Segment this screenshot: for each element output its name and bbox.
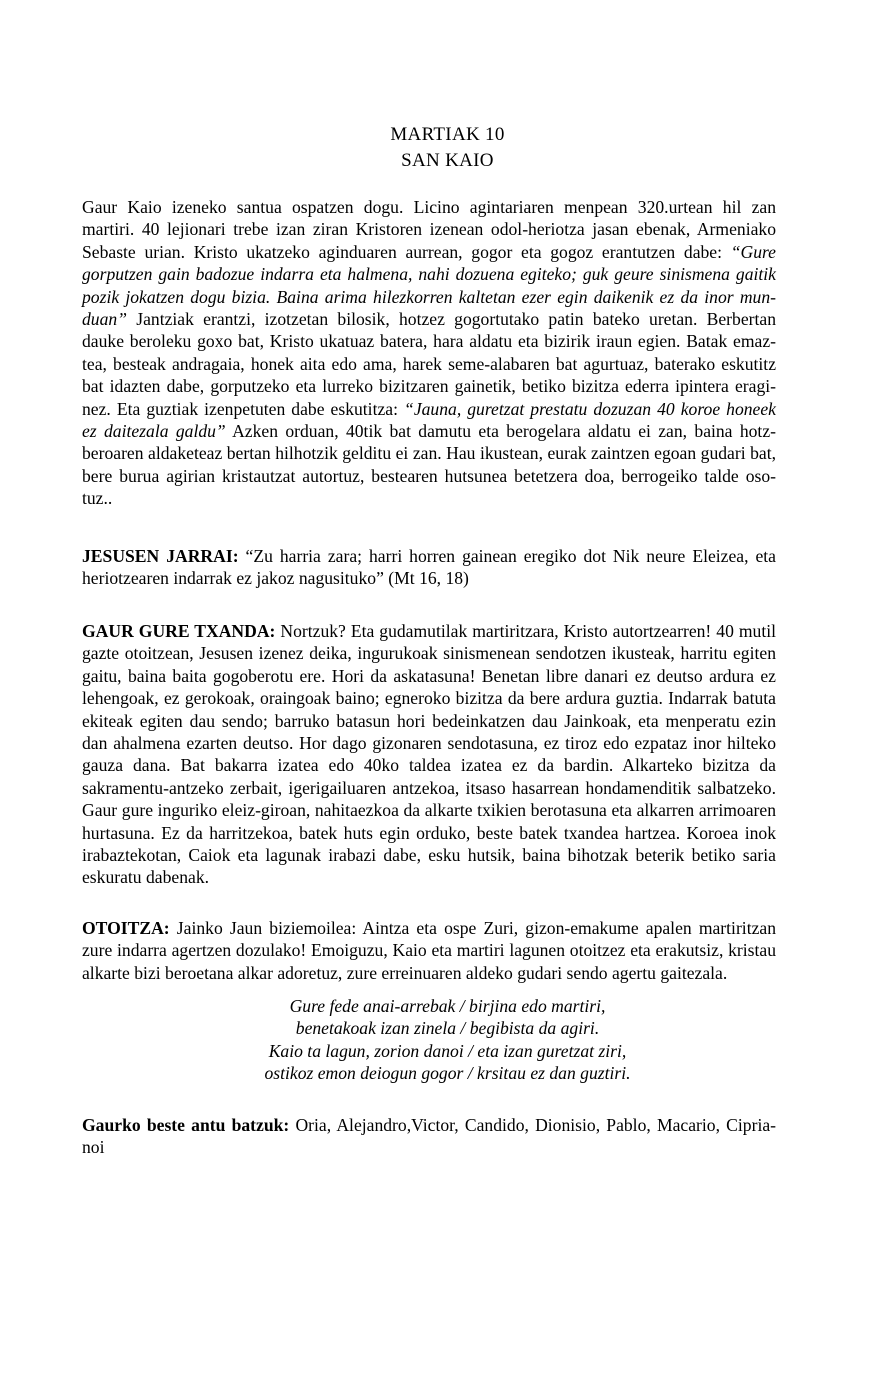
paragraph-line: gaitu, baina baita gogoberotu ere. Hori da askatasuna! Benetan libre danari ez deutso ardura ez [82,665,776,686]
paragraph-line: gorputzen gain badozue indarra eta halmena, nahi dozuena egiteko; guk geure sinismena gaitik [82,264,776,285]
beste-paragraph [82,1114,776,1159]
paragraph-line [82,286,776,308]
paragraph-line: hurtasuna. Ez da harritzekoa, batek huts egin orduko, beste batek txandea hartzea. Koroea inok [82,822,776,843]
paragraph-line [82,917,776,939]
page-subtitle: SAN KAIO [401,150,494,171]
paragraph-line: gauza dana. Bat bakarra izatea edo 40ko taldea izatea ez da bardin. Alkarteko bizitza da [82,755,776,776]
paragraph-line: irabaztekotan, Caiok eta lagunak irabazi dabe, esku hutsik, baina bihotzak beterik betiko saria [82,845,776,866]
section-label: JESUSEN JARRAI: [82,546,239,566]
quote-segment: Baina arima hilezkorren kaltetan ezer egin daikenik ez da inor mun- [276,286,776,307]
txanda-paragraph [82,620,776,889]
prayer-verse [0,995,895,1085]
paragraph-line [82,545,776,567]
paragraph-line: tea, besteak andragaia, honek aita edo ama, harek seme-alabaren bat agurtuaz, baterako eskutitz [82,353,776,374]
text-segment: Sebaste urian. Kristo ukatzeko aginduaren aurrean, gogor eta gogoz erantutzen dabe: [82,241,722,262]
text-segment: Nortzuk? Eta gudamutilak martiritzara, Kristo autortzearren! 40 mutil [275,621,776,641]
paragraph-line: sakramentu-antzeko zerbait, igerigailuaren antzekoa, itsaso hasarrean hondamenditik salbatzeko. [82,777,776,798]
section-label: GAUR GURE TXANDA: [82,621,276,641]
paragraph-line: tuz.. [82,488,113,509]
paragraph-line: beroaren aldaketeaz bertan hilhotzik gelditu ei zan. Hau ikustean, eurak zaintzen egoan gudari bat, [82,443,776,464]
section-label: Gaurko beste antu batzuk: [82,1115,290,1135]
paragraph-line: gazte otoitzean, Jesusen izenez deika, ingurukoak sinismenean sendotzen ikusteak, harritu egiten [82,643,776,664]
quote-segment: pozik jokatzen dogu bizia. [82,286,271,307]
text-segment: Jainko Jaun biziemoilea: Aintza eta ospe Zuri, gizon-emakume apalen martiritzan [169,918,776,938]
paragraph-line: dan ahalmena ezarten deutso. Hor dago gizonaren sendotasuna, ez tiroz edo ezpataz inor hilteko [82,733,776,754]
text-segment: nez. Eta guztiak izenpetuten dabe eskutitza: [82,398,398,419]
otoitza-paragraph [82,917,776,984]
page-title: MARTIAK 10 [390,124,505,145]
paragraph-line: alkarte bizi beroetana alkar adoretuz, zure erreinuaren aldeko gudari sendo agertu gaitezala. [82,962,728,983]
verse-line: ostikoz emon deiogun gogor / krsitau ez dan guztiri. [264,1063,631,1084]
verse-line: benetakoak izan zinela / begibista da agiri. [295,1018,600,1039]
text-segment: Oria, Alejandro,Victor, Candido, Dionisio, Pablo, Macario, Cipria- [289,1115,776,1135]
section-label: OTOITZA: [82,918,170,938]
paragraph-line [82,1114,776,1136]
text-segment: Jantziak erantzi, izotzetan bilosik, hotzez gogortutako patin bateko uretan. Berbertan [126,309,776,330]
paragraph-line [82,398,776,420]
paragraph-line: bere burua agirian kristautzat autortuz, bestearen hutsunea betetzera doa, berrogeiko talde oso- [82,465,776,486]
paragraph-line: ekiteak egiten dau sendo; barruko batasun hori bedeinkatzen dau Jainkoak, eta menperatu ezin [82,710,776,731]
text-segment: Azken orduan, 40tik bat damutu eta berogelara aldatu ei zan, baina hotz- [225,421,776,442]
paragraph-line [82,620,776,642]
jarrai-paragraph [82,545,776,590]
quote-segment: duan” [82,309,127,330]
text-segment: “Zu harria zara; harri horren gainean eregiko dot Nik neure Eleizea, eta [238,546,776,566]
paragraph-line [82,308,776,330]
paragraph-line: martiri. 40 lejionari trebe izan ziran Kristoren izenean odol-heriotza jasan ebenak, Armeniako [82,219,776,240]
paragraph-line: Gaur Kaio izeneko santua ospatzen dogu. Licino agintariaren menpean 320.urtean hil zan [82,197,776,217]
quote-segment: “Gure [730,241,776,262]
paragraph-line: bat idazten dabe, gorputzeko eta lurreko bizitzaren gainetik, betiko bizitza ederra ipintera eragi- [82,376,776,397]
paragraph-line [82,420,776,442]
quote-segment: “Jauna, guretzat prestatu dozuzan 40 koroe honeek [404,398,776,419]
intro-paragraph [82,196,776,510]
paragraph-line: lehengoak, ez gerokoak, oraingoak baino; egneroko bizitza da bere ardura guztia. Indarrak batuta [82,688,776,709]
paragraph-line: Gaur gure inguriko eleiz-giroan, nahitaezkoa da alkarte txikien berotasuna eta alkarren arrimoaren [82,800,776,821]
paragraph-line: noi [82,1137,105,1158]
paragraph-line: zure indarra agertzen dozulako! Emoiguzu, Kaio eta martiri lagunen otoitzez eta erakutsiz, kristau [82,940,776,961]
quote-segment: ez daitezala galdu” [82,421,226,442]
paragraph-line: heriotzearen indarrak ez jakoz nagusituko” (Mt 16, 18) [82,568,469,589]
verse-line: Gure fede anai-arrebak / birjina edo martiri, [289,996,606,1016]
paragraph-line: dauke beroleku goxo bat, Kristo ukatuaz batera, hara aldatu eta bizirik iraun egien. Batak emaz- [82,331,776,352]
paragraph-line: eskuratu dabenak. [82,867,210,888]
paragraph-line [82,241,776,263]
verse-line: Kaio ta lagun, zorion danoi / eta izan guretzat ziri, [268,1040,627,1061]
